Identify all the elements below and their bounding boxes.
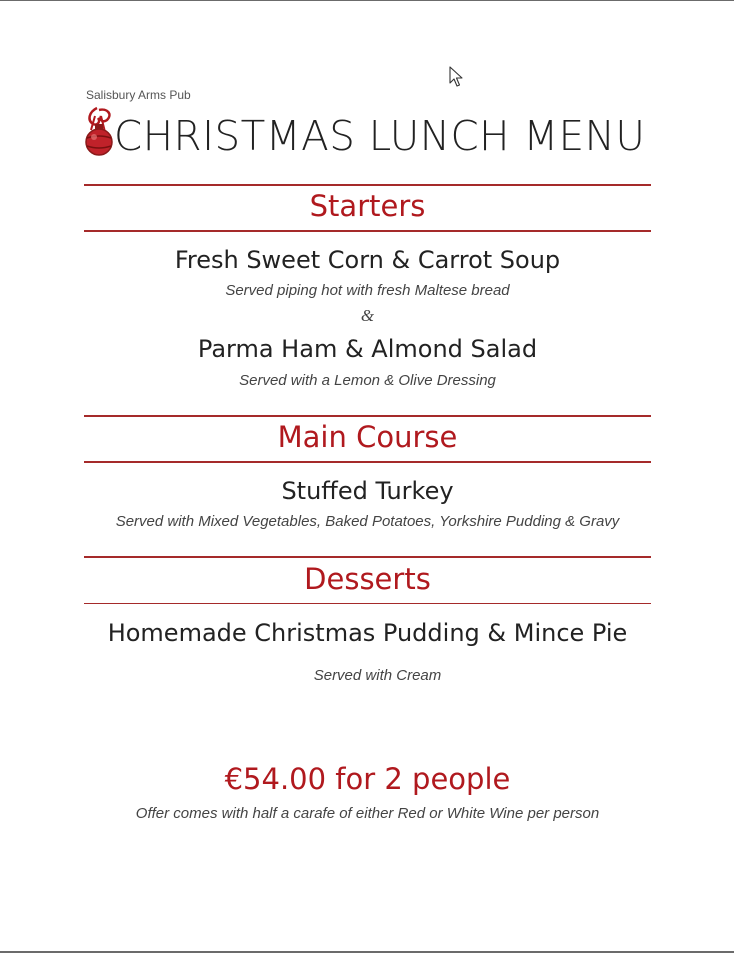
- section-rule: [84, 415, 651, 417]
- dish-name: Stuffed Turkey: [281, 477, 454, 505]
- offer-price: €54.00 for 2 people: [224, 762, 511, 796]
- dish-name: Fresh Sweet Corn & Carrot Soup: [174, 246, 561, 274]
- section-rule: [84, 230, 651, 232]
- section-rule: [84, 556, 651, 558]
- page-bottom-edge: [0, 951, 734, 953]
- dish-description: Served piping hot with fresh Maltese bread: [225, 282, 510, 299]
- dish-description: Served with a Lemon & Olive Dressing: [239, 372, 496, 389]
- page-top-edge: [0, 0, 734, 1]
- dish-description: Served with Cream: [313, 667, 442, 684]
- section-rule: [84, 184, 651, 186]
- section-rule: [84, 603, 651, 604]
- section-heading-starters: Starters: [309, 189, 426, 223]
- section-rule: [84, 461, 651, 463]
- offer-note: Offer comes with half a carafe of either Red or White Wine per person: [135, 805, 600, 822]
- pub-name: Salisbury Arms Pub: [86, 88, 191, 102]
- section-heading-main-course: Main Course: [277, 420, 458, 454]
- dish-description: Served with Mixed Vegetables, Baked Potatoes, Yorkshire Pudding & Gravy: [115, 513, 620, 530]
- dish-name: Parma Ham & Almond Salad: [197, 335, 538, 363]
- dish-name: Homemade Christmas Pudding & Mince Pie: [107, 619, 628, 647]
- christmas-bauble-icon: [83, 106, 117, 162]
- dish-separator: &: [360, 306, 375, 325]
- section-heading-desserts: Desserts: [304, 562, 431, 596]
- menu-title: CHRISTMAS LUNCH MENU: [114, 112, 646, 160]
- mouse-pointer-icon: [449, 66, 463, 88]
